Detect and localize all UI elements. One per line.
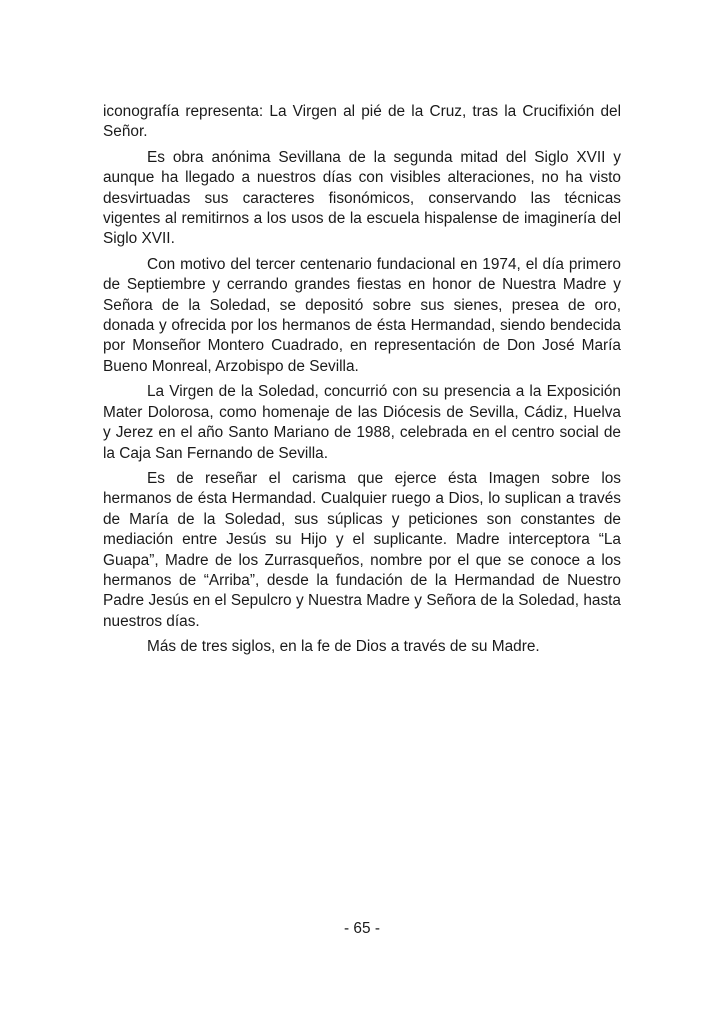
paragraph-5: Es de reseñar el carisma que ejerce ésta Imagen sobre los hermanos de ésta Hermandad. Cualquier ruego a Dios, lo suplican a través de María de la Soledad, sus súplicas y peticiones son constantes de mediación entre Jesús su Hijo y el suplicante. Madre interceptora “La Guapa”, Madre de los Zurrasqueños, nombre por el que se conoce a los hermanos de “Arriba”, desde la fundación de la Hermandad de Nuestro Padre Jesús en el Sepulcro y Nuestra Madre y Señora de la Soledad, hasta nuestros días.	[103, 469, 621, 630]
paragraph-2: Es obra anónima Sevillana de la segunda mitad del Siglo XVII y aunque ha llegado a nuestros días con visibles alteraciones, no ha visto desvirtuadas sus caracteres fisonómicos, conservando las técnicas vigentes al remitirnos a los usos de la escuela hispalense de imaginería del Siglo XVII.	[103, 148, 621, 248]
paragraph-3: Con motivo del tercer centenario fundacional en 1974, el día primero de Septiembre y cerrando grandes fiestas en honor de Nuestra Madre y Señora de la Soledad, se depositó sobre sus sienes, presea de oro, donada y ofrecida por los hermanos de ésta Hermandad, siendo bendecida por Monseñor Montero Cuadrado, en representación de Don José María Bueno Monreal, Arzobispo de Sevilla.	[103, 255, 621, 375]
body-text	[103, 102, 621, 663]
paragraph-6: Más de tres siglos, en la fe de Dios a través de su Madre.	[147, 638, 540, 656]
paragraph-4: La Virgen de la Soledad, concurrió con su presencia a la Exposición Mater Dolorosa, como homenaje de las Diócesis de Sevilla, Cádiz, Huelva y Jerez en el año Santo Mariano de 1988, celebrada en el centro social de la Caja San Fernando de Sevilla.	[103, 383, 621, 462]
page-number: - 65 -	[344, 920, 380, 937]
paragraph-1: iconografía representa: La Virgen al pié de la Cruz, tras la Crucifixión del Señor.	[103, 103, 621, 141]
